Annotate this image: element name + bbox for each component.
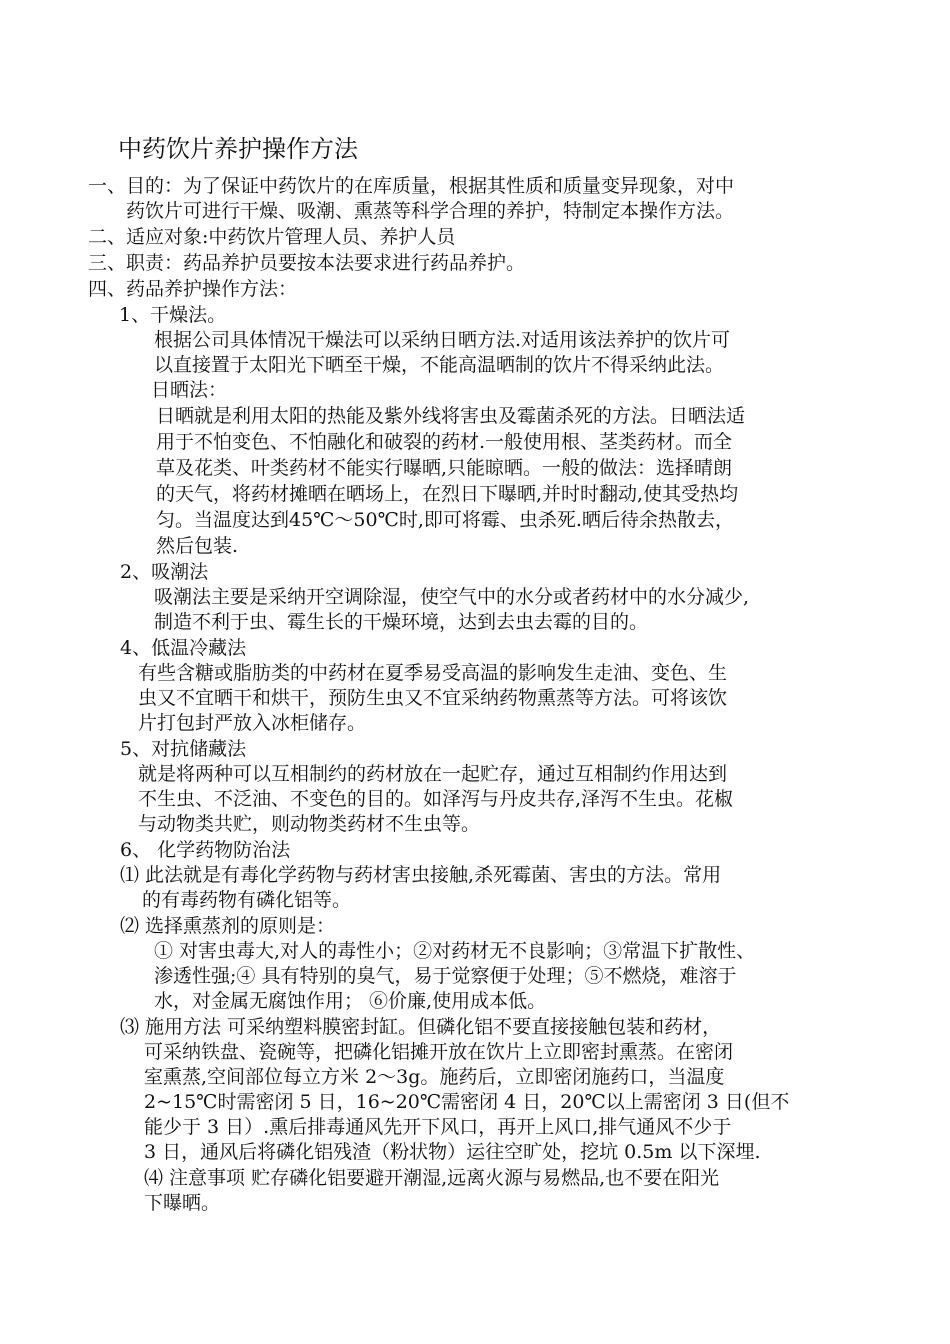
paragraph-line: 日晒就是利用太阳的热能及紫外线将害虫及霉菌杀死的方法。日晒法适: [156, 405, 746, 427]
subheading-chemical-control: 6、 化学药物防治法: [120, 839, 291, 861]
paragraph-line: 有些含糖或脂肪类的中药材在夏季易受高温的影响发生走油、变色、生: [138, 662, 728, 684]
section-scope: 二、适应对象:中药饮片管理人员、养护人员: [88, 226, 456, 248]
section-methods: 四、药品养护操作方法：: [88, 278, 298, 300]
paragraph-line: 然后包装.: [156, 535, 239, 557]
paragraph-line: 渗透性强;④ 具有特别的臭气，易于觉察便于处理；⑤不燃烧，难溶于: [154, 965, 737, 987]
paragraph-line: 不生虫、不泛油、不变色的目的。如泽泻与丹皮共存,泽泻不生虫。花椒: [138, 788, 734, 810]
paragraph-line: 用于不怕变色、不怕融化和破裂的药材.一般使用根、茎类药材。而全: [156, 431, 733, 453]
section-duty: 三、职责：药品养护员要按本法要求进行药品养护。: [88, 252, 526, 274]
paragraph-line: 匀。当温度达到45℃～50℃时,即可将霉、虫杀死.晒后待余热散去，: [156, 509, 734, 531]
paragraph-line: ① 对害虫毒大,对人的毒性小；②对药材无不良影响；③常温下扩散性、: [154, 940, 756, 962]
subheading-sun-drying: 日晒法：: [151, 379, 228, 401]
subheading-drying: 1、干燥法。: [119, 304, 227, 326]
paragraph-line: 草及花类、叶类药材不能实行曝晒,只能晾晒。一般的做法：选择晴朗: [156, 457, 733, 479]
document-title: 中药饮片养护操作方法: [118, 135, 358, 163]
paragraph-line: 3 日，通风后将磷化铝残渣（粉状物）运往空旷处，挖坑 0.5m 以下深埋.: [144, 1141, 761, 1163]
section-purpose: 一、目的：为了保证中药饮片的在库质量，根据其性质和质量变异现象，对中: [88, 175, 735, 197]
subheading-counter-storage: 5、对抗储藏法: [120, 738, 247, 760]
paragraph-line: 能少于 3 日）.熏后排毒通风先开下风口，再开上风口,排气通风不少于: [144, 1116, 732, 1138]
paragraph-line: 2~15℃时需密闭 5 日，16~20℃需密闭 4 日，20℃以上需密闭 3 日(但不: [144, 1091, 790, 1113]
paragraph-line: 吸潮法主要是采纳开空调除湿，使空气中的水分或者药材中的水分减少,: [154, 586, 750, 608]
paragraph-line: 制造不利于虫、霉生长的干燥环境，达到去虫去霉的目的。: [154, 611, 649, 633]
paragraph-line: 与动物类共贮，则动物类药材不生虫等。: [138, 813, 481, 835]
paragraph-line: ⑴ 此法就是有毒化学药物与药材害虫接触,杀死霉菌、害虫的方法。常用: [120, 864, 722, 886]
paragraph-line: 药饮片可进行干燥、吸潮、熏蒸等科学合理的养护，特制定本操作方法。: [126, 200, 735, 222]
paragraph-line: 片打包封严放入冰柜储存。: [138, 712, 367, 734]
paragraph-line: 虫又不宜晒干和烘干，预防生虫又不宜采纳药物熏蒸等方法。可将该饮: [138, 687, 728, 709]
subheading-moisture-absorption: 2、吸潮法: [120, 561, 209, 583]
paragraph-line: 的有毒药物有磷化铝等。: [142, 889, 352, 911]
paragraph-line: 的天气，将药材摊晒在晒场上，在烈日下曝晒,并时时翻动,使其受热均: [156, 483, 739, 505]
paragraph-line: 室熏蒸,空间部位每立方米 2～3g。施药后，立即密闭施药口，当温度: [144, 1066, 725, 1088]
paragraph-line: 就是将两种可以互相制约的药材放在一起贮存，通过互相制约作用达到: [138, 763, 728, 785]
paragraph-line: ⑶ 施用方法 可采纳塑料膜密封缸。但磷化铝不要直接接触包装和药材，: [120, 1016, 722, 1038]
paragraph-line: 以直接置于太阳光下晒至干燥，不能高温晒制的饮片不得采纳此法。: [154, 354, 725, 376]
paragraph-line: 根据公司具体情况干燥法可以采纳日晒方法.对适用该法养护的饮片可: [154, 329, 731, 351]
paragraph-line: 水，对金属无腐蚀作用； ⑥价廉,使用成本低。: [154, 990, 547, 1012]
paragraph-line: ⑷ 注意事项 贮存磷化铝要避开潮湿,远离火源与易燃品,也不要在阳光: [144, 1167, 720, 1189]
paragraph-line: ⑵ 选择熏蒸剂的原则是：: [120, 915, 336, 937]
paragraph-line: 可采纳铁盘、瓷碗等，把磷化铝摊开放在饮片上立即密封熏蒸。在密闭: [144, 1041, 734, 1063]
paragraph-line: 下曝晒。: [144, 1192, 221, 1214]
subheading-cold-storage: 4、低温冷藏法: [120, 637, 247, 659]
